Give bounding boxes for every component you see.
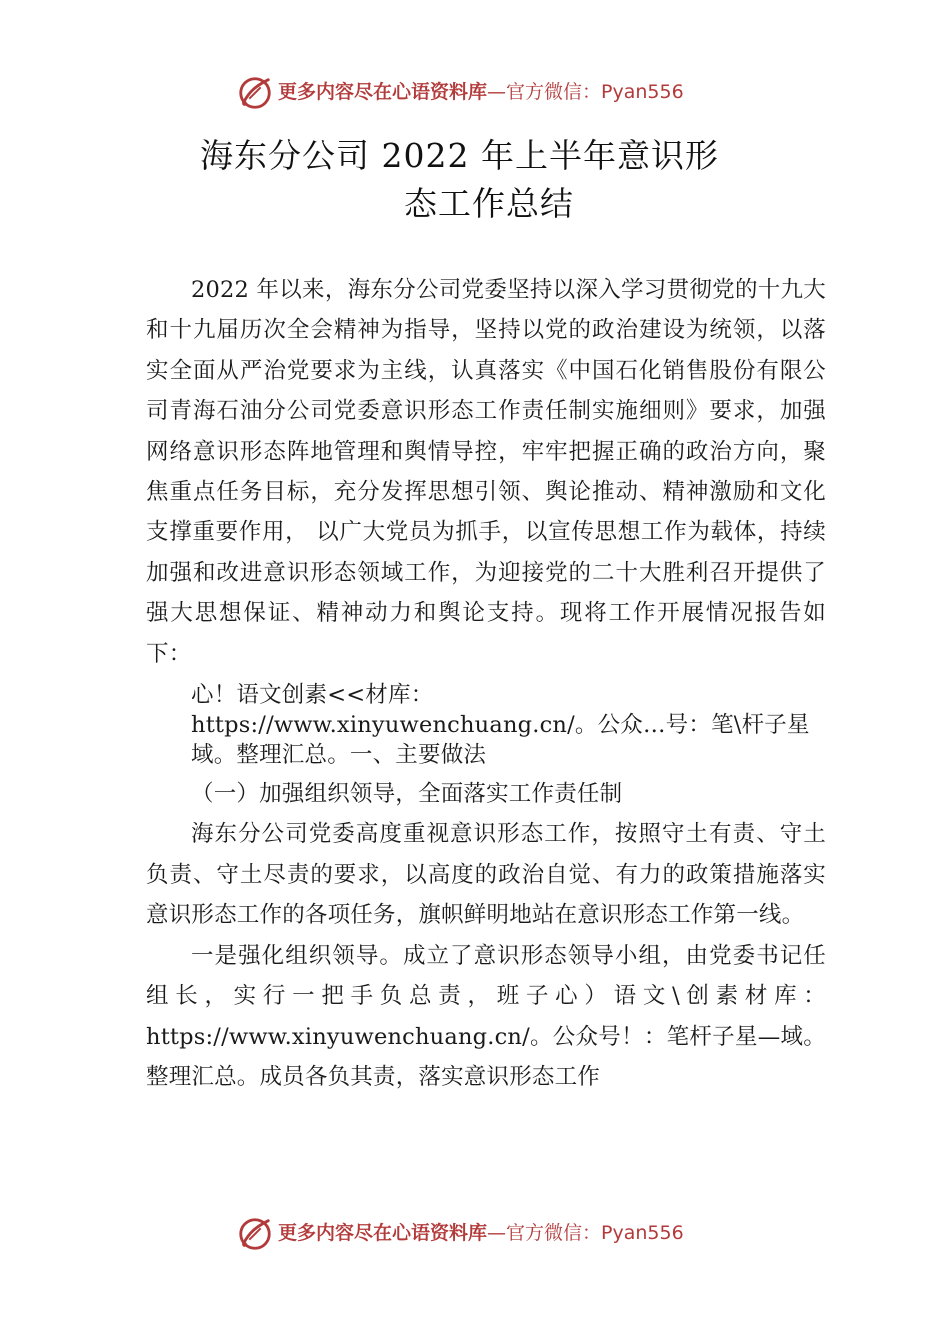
paragraph-item-one: 一是强化组织领导。成立了意识形态领导小组，由党委书记任组长，实行一把手负总责，班子心）语文\创素材库：https://www.xinyuwenchuang.cn/。公众号！：笔杆子星—域。整理汇总。成员各负其责，落实意识形态工作 — [146, 942, 826, 1090]
paragraph-intro: 2022 年以来，海东分公司党委坚持以深入学习贯彻党的十九大和十九届历次全会精神为指导，坚持以党的政治建设为统领，以落实全面从严治党要求为主线，认真落实《中国石化销售股份有限公司青海石油分公司党委意识形态工作责任制实施细则》要求，加强网络意识形态阵地管理和舆情导控，牢牢把握正确的政治方向，聚焦重点任务目标，充分发挥思想引领、舆论推动、精神激励和文化支撑重要作用， 以广大党员为抓手，以宣传思想工作为载体，持续加强和改进意识形态领域工作，为迎接党的二十大胜利召开提供了强大思想保证、精神动力和舆论支持。现将工作开展情况报告如下： — [146, 277, 826, 667]
watermark-dash: — — [487, 81, 507, 103]
document-title-line2: 态工作总结 — [404, 184, 574, 223]
watermark-dash: — — [487, 1222, 507, 1244]
paragraph-watermark-note: 心！语文创素<<材库：https://www.xinyuwenchuang.cn/。公众…号：笔\杆子星域。整理汇总。一、主要做法 — [191, 682, 810, 769]
watermark-text — [278, 1220, 684, 1246]
watermark-wechat: 官方微信：Pyan556 — [506, 81, 684, 103]
watermark-wechat: 官方微信：Pyan556 — [506, 1222, 684, 1244]
brush-logo-icon — [236, 74, 274, 112]
watermark-banner-top — [0, 70, 950, 114]
brush-logo-icon — [236, 1215, 274, 1253]
document-body — [146, 270, 826, 1097]
document-title-line1: 海东分公司 2022 年上半年意识形 — [200, 136, 719, 175]
section-heading: （一）加强组织领导，全面落实工作责任制 — [191, 781, 623, 808]
watermark-banner-bottom — [0, 1211, 950, 1255]
paragraph-section-body: 海东分公司党委高度重视意识形态工作，按照守土有责、守土负责、守土尽责的要求，以高度的政治自觉、有力的政策措施落实意识形态工作的各项任务，旗帜鲜明地站在意识形态工作第一线。 — [146, 821, 826, 929]
watermark-main: 更多内容尽在心语资料库 — [278, 81, 488, 103]
watermark-main: 更多内容尽在心语资料库 — [278, 1222, 488, 1244]
watermark-text — [278, 79, 684, 105]
